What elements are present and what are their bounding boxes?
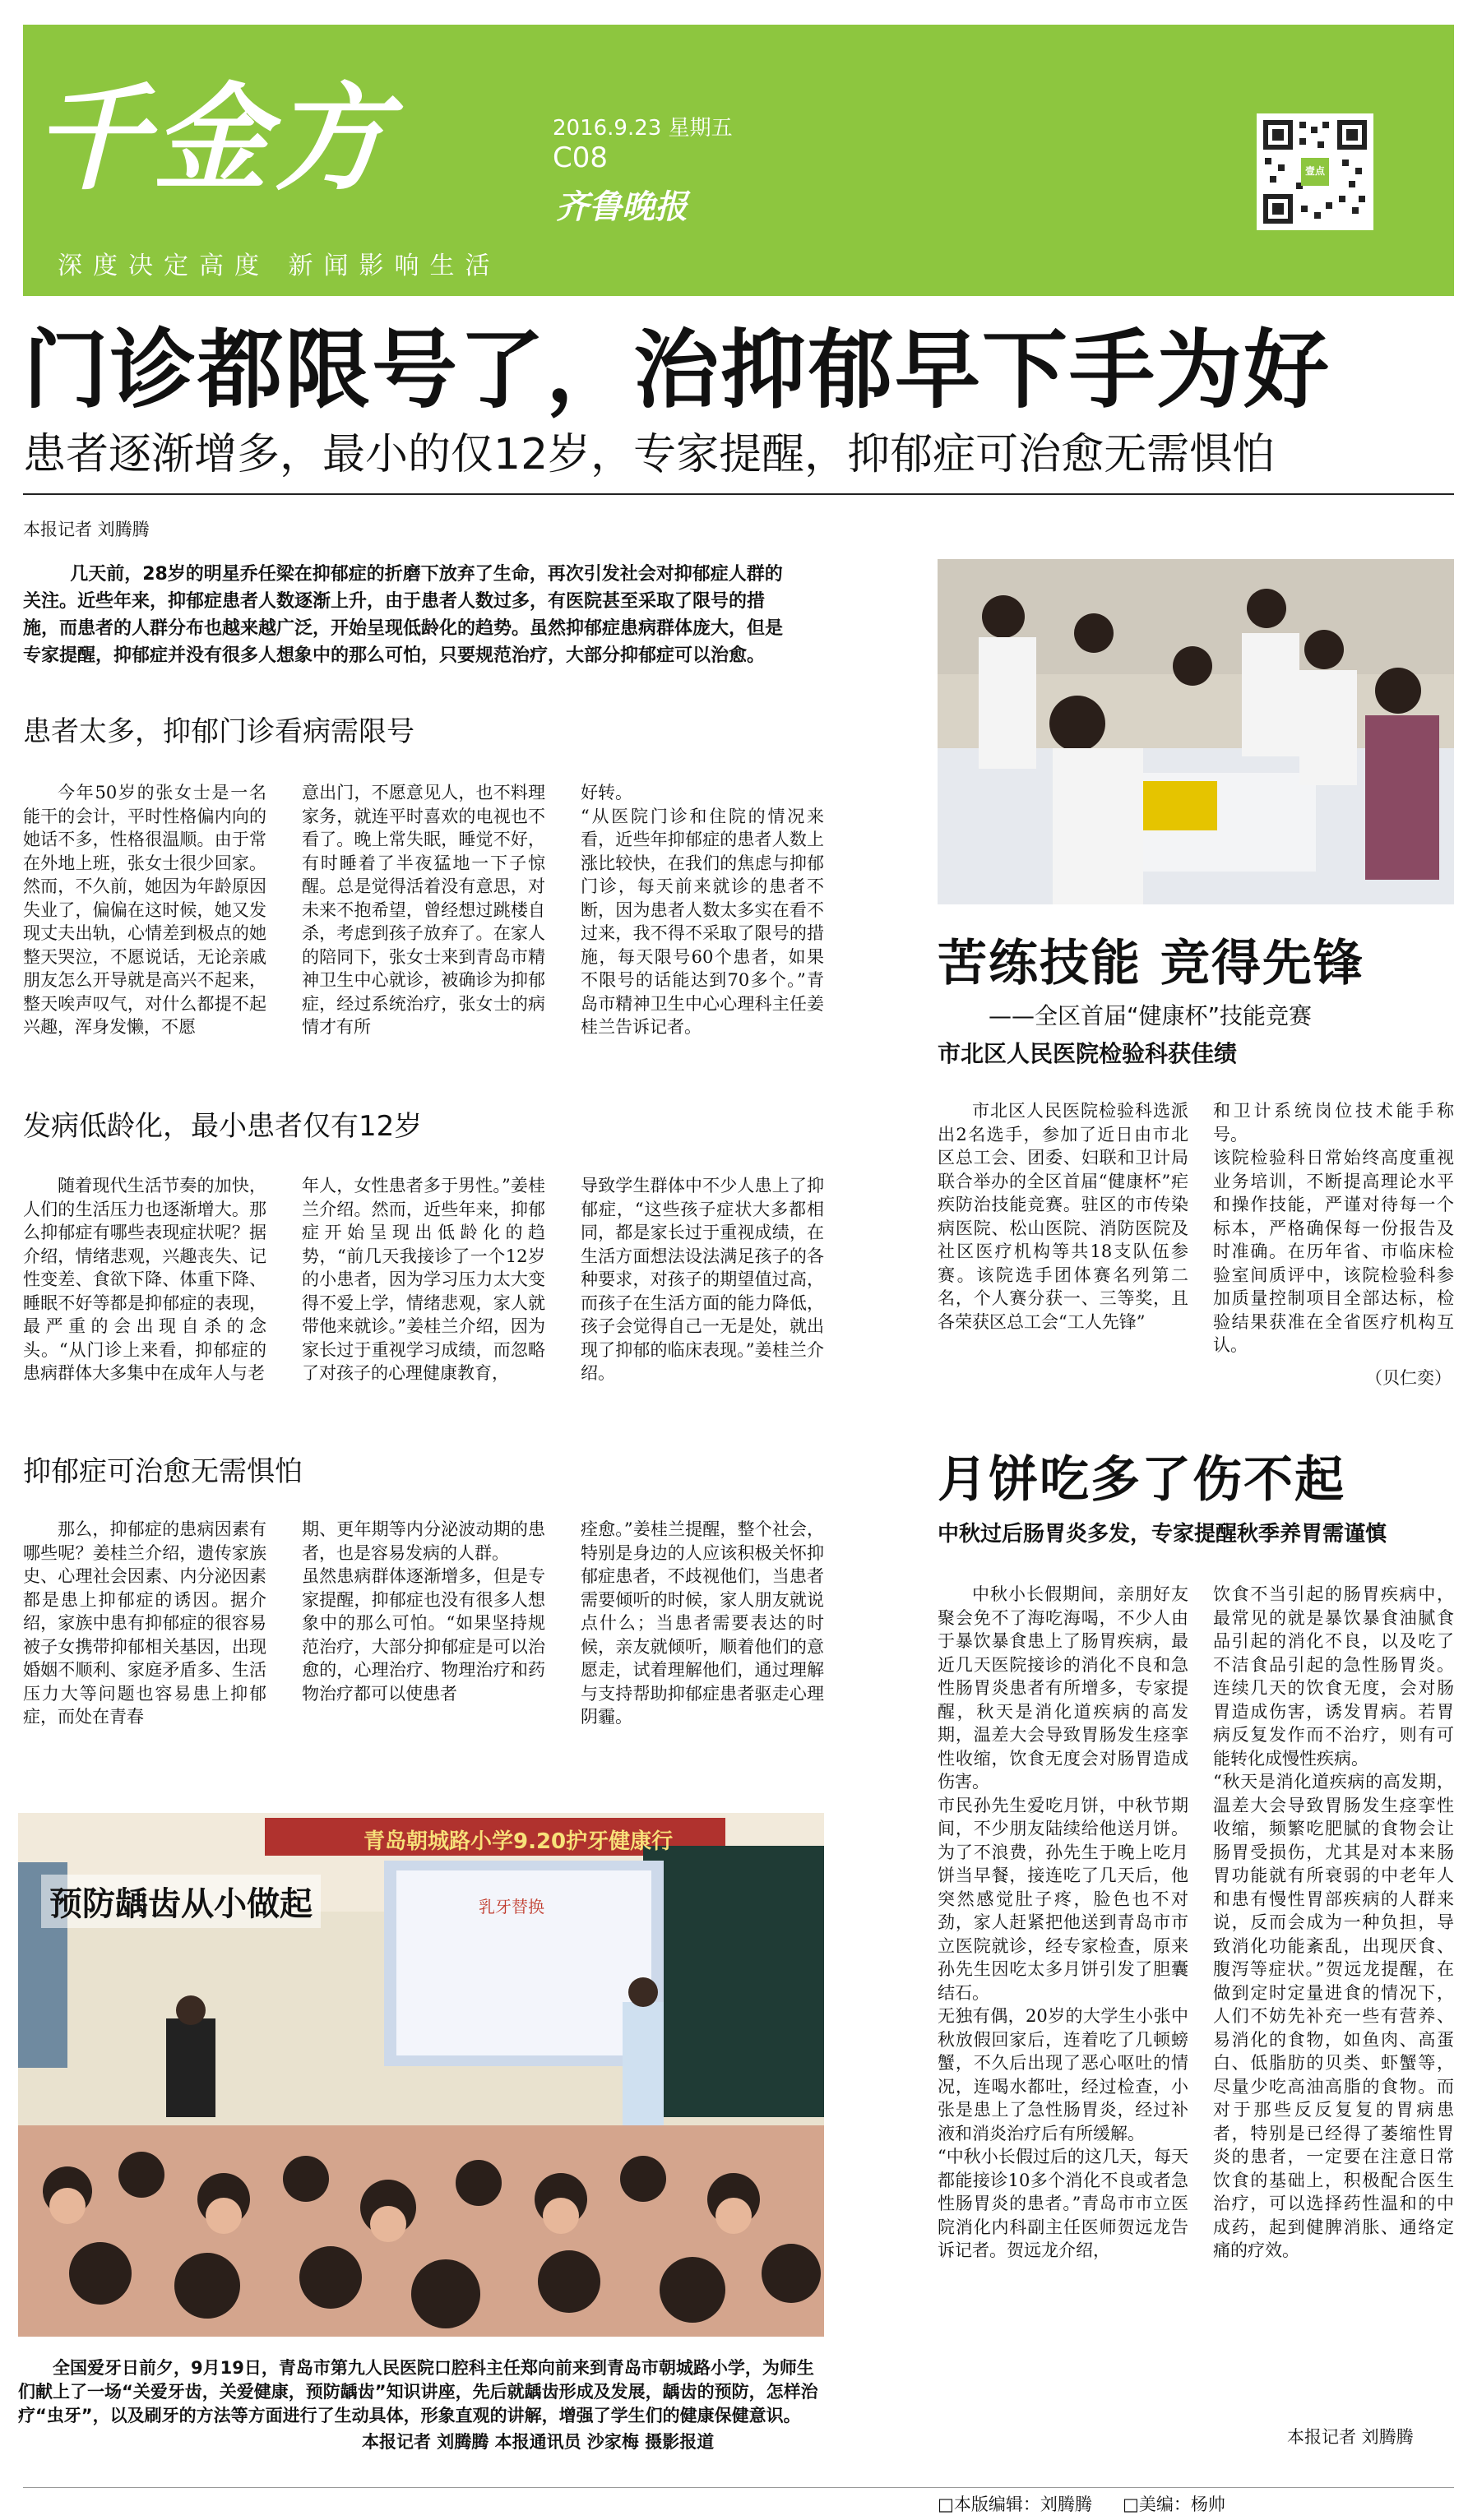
section-heading-2: 发病低龄化，最小患者仅有12岁 xyxy=(23,1110,423,1143)
section-1-col-2: 意出门，不愿意见人，也不料理家务，就连平时喜欢的电视也不看了。晚上常失眠，睡觉不好，有时睡着了半夜猛地一下子惊醒。总是觉得活着没有意思，对未来不抱希望，曾经想过跳楼自杀，考虑到孩子放弃了。在家人的陪同下，张女士来到青岛市精神卫生中心就诊，被确诊为抑郁症，经过系统治疗，张女士的病情才有所 xyxy=(302,783,545,1037)
photo-credit: 本报记者 刘腾腾 本报通讯员 沙家梅 摄影报道 xyxy=(362,2432,715,2452)
qr-label: 壹点 xyxy=(1304,165,1325,177)
issue-date: 2016.9.23 星期五 xyxy=(553,116,733,141)
main-byline: 本报记者 刘腾腾 xyxy=(23,520,150,539)
story2-byline: 本报记者 刘腾腾 xyxy=(1287,2427,1414,2447)
qr-code-icon xyxy=(1257,113,1373,230)
story2-col-2: 饮食不当引起的肠胃疾病中，最常见的就是暴饮暴食油腻食品引起的消化不良，以及吃了不洁食品引起的急性肠胃炎。连续几天的饮食无度，会对肠胃造成伤害，诱发胃病。若胃病反复发作而不治疗，则有可能转化成慢性疾病。 “秋天是消化道疾病的高发期，温差大会导致胃肠发生痉挛性收缩，频繁吃肥腻的食物会让肠胃受损伤，尤其是对本来肠胃功能就有所衰弱的中老年人和患有慢性胃部疾病的人群来说，反而会成为一种负担，导致消化功能紊乱，出现厌食、腹泻等症状。”贺远龙提醒，在做到定时定量进食的情况下，人们不妨先补充一些有营养、易消化的食物，如鱼肉、高蛋白、低脂肪的贝类、虾蟹等，尽量少吃高油高脂的食物。而对于那些反反复复的胃病患者，特别是已经得了萎缩性胃炎的患者，一定要在注意日常饮食的基础上，积极配合医生治疗，可以选择药性温和的中成药，起到健脾消胀、通络定痛的疗效。 xyxy=(1213,1584,1454,2260)
dental-lecture-photo xyxy=(18,1813,824,2337)
story1-author: （贝仁奕） xyxy=(1365,1368,1452,1388)
main-headline: 门诊都限号了，治抑郁早下手为好 xyxy=(23,320,1331,420)
masthead-slogan: 深度决定高度 新闻影响生活 xyxy=(58,252,501,280)
story1-col-2: 和卫计系统岗位技术能手称号。 该院检验科日常始终高度重视业务培训，不断提高理论水平和操作技能，严谨对待每一个标本，严格确保每一份报告及时准确。在历年省、市临床检验室间质评中，该院检验科参加质量控制项目全部达标，检验结果获准在全省医疗机构互认。 xyxy=(1213,1101,1454,1355)
story1-title: 苦练技能 竞得先锋 xyxy=(938,935,1364,992)
section-heading-1: 患者太多，抑郁门诊看病需限号 xyxy=(23,715,414,748)
slide-title: 乳牙替换 xyxy=(479,1897,544,1917)
article-lede: 几天前，28岁的明星乔任梁在抑郁症的折磨下放弃了生命，再次引发社会对抑郁症人群的关注。近些年来，抑郁症患者人数逐渐上升，由于患者人数过多，有医院甚至采取了限号的措施，而患者的人群分布也越来越广泛，开始呈现低龄化的趋势。虽然抑郁症患病群体庞大，但是专家提醒，抑郁症并没有很多人想象中的那么可怕，只要规范治疗，大部分抑郁症可以治愈。 xyxy=(23,564,784,666)
section-3-col-2: 期、更年期等内分泌波动期的患者，也是容易发病的人群。 虽然患病群体逐渐增多，但是专家提醒，抑郁症也没有很多人想象中的那么可怕。“如果坚持规范治疗，大部分抑郁症是可以治愈的，心理治疗、物理治疗和药物治疗都可以使患者 xyxy=(302,1519,545,1704)
section-3-col-3: 痊愈。”姜桂兰提醒，整个社会，特别是身边的人应该积极关怀抑郁症患者，不歧视他们，当患者需要倾听的时候，家人朋友就说点什么；当患者需要表达的时候，亲友就倾听，顺着他们的意愿走，试着理解他们，通过理解与支持帮助抑郁症患者驱走心理阴霾。 xyxy=(581,1519,824,1727)
section-1-col-3: 好转。 “从医院门诊和住院的情况来看，近些年抑郁症的患者人数上涨比较快，在我们的焦虑与抑郁门诊，每天前来就诊的患者不断，因为患者人数太多实在看不过来，我不得不采取了限号的措施，每天限号60个患者，如果不限号的话能达到70多个。”青岛市精神卫生中心心理科主任姜桂兰告诉记者。 xyxy=(581,783,824,1037)
newspaper-name: 齐鲁晚报 xyxy=(556,187,688,226)
section-heading-3: 抑郁症可治愈无需惧怕 xyxy=(23,1455,303,1488)
photo-overlay-title: 预防龋齿从小做起 xyxy=(41,1875,321,1928)
masthead-logo: 千金方 xyxy=(33,72,394,206)
story1-col-1: 市北区人民医院检验科选派出2名选手，参加了近日由市北区总工会、团委、妇联和卫计局联合举办的全区首届“健康杯”疟疾防治技能竞赛。驻区的市传染病医院、松山医院、消防医院及社区医疗机构等共18支队伍参赛。该院选手团体赛名列第二名，个人赛分获一、三等奖，且各荣获区总工会“工人先锋” xyxy=(938,1101,1188,1332)
footer-editor: □本版编辑：刘腾腾 xyxy=(938,2495,1092,2514)
footer-designer: □美编：杨帅 xyxy=(1123,2495,1225,2514)
section-2-col-2: 年人，女性患者多于男性。”姜桂兰介绍。然而，近些年来，抑郁症开始呈现出低龄化的趋势，“前几天我接诊了一个12岁的小患者，因为学习压力太大变得不爱上学，情绪悲观，家人就带他来就诊。”姜桂兰介绍，因为家长过于重视学习成绩，而忽略了对孩子的心理健康教育， xyxy=(302,1176,545,1383)
main-subhead: 患者逐渐增多，最小的仅12岁，专家提醒，抑郁症可治愈无需惧怕 xyxy=(23,430,1276,479)
section-2-col-3: 导致学生群体中不少人患上了抑郁症，“这些孩子症状大多都相同，都是家长过于重视成绩，在生活方面想法设法满足孩子的各种要求，对孩子的期望值过高，而孩子在生活方面的能力降低，孩子会觉得自己一无是处，就出现了抑郁的临床表现。”姜桂兰介绍。 xyxy=(581,1176,824,1383)
photo-caption: 全国爱牙日前夕，9月19日，青岛市第九人民医院口腔科主任郑向前来到青岛市朝城路小学，为师生们献上了一场“关爱牙齿，关爱健康，预防龋齿”知识讲座，先后就龋齿形成及发展，龋齿的预防，怎样治疗“虫牙”，以及刷牙的方法等方面进行了生动具体，形象直观的讲解，增强了学生们的健康保健意识。 xyxy=(18,2358,818,2425)
story2-col-1: 中秋小长假期间，亲朋好友聚会免不了海吃海喝，不少人由于暴饮暴食患上了肠胃疾病，最近几天医院接诊的消化不良和急性肠胃炎患者有所增多，专家提醒，秋天是消化道疾病的高发期，温差大会导致胃肠发生痉挛性收缩，饮食无度会对肠胃造成伤害。 市民孙先生爱吃月饼，中秋节期间，不少朋友陆续给他送月饼。为了不浪费，孙先生于晚上吃月饼当早餐，接连吃了几天后，他突然感觉肚子疼，脸色也不对劲，家人赶紧把他送到青岛市市立医院就诊，经专家检查，原来孙先生因吃太多月饼引发了胆囊结石。 无独有偶，20岁的大学生小张中秋放假回家后，连着吃了几顿螃蟹，不久后出现了恶心呕吐的情况，连喝水都吐，经过检查，小张是患上了急性肠胃炎，经过补液和消炎治疗后有所缓解。 “中秋小长假过后的这几天，每天都能接诊10多个消化不良或者急性肠胃炎的患者。”青岛市市立医院消化内科副主任医师贺远龙告诉记者。贺远龙介绍， xyxy=(938,1584,1188,2260)
story1-subtitle-1: ——全区首届“健康杯”技能竞赛 xyxy=(989,1002,1313,1029)
story2-title: 月饼吃多了伤不起 xyxy=(938,1451,1345,1509)
section-1-col-1: 今年50岁的张女士是一名能干的会计，平时性格偏内向的她话不多，性格很温顺。由于常在外地上班，张女士很少回家。然而，不久前，她因为年龄原因失业了，偏偏在这时候，她又发现丈夫出轨，心情差到极点的她整天哭泣，不愿说话，无论亲戚朋友怎么开导就是高兴不起来，整天唉声叹气，对什么都提不起兴趣，浑身发懒，不愿 xyxy=(23,783,266,1037)
section-3-col-1: 那么，抑郁症的患病因素有哪些呢？姜桂兰介绍，遗传家族史、心理社会因素、内分泌因素都是患上抑郁症的诱因。据介绍，家族中患有抑郁症的很容易被子女携带抑郁相关基因，出现婚姻不顺利、家庭矛盾多、生活压力大等问题也容易患上抑郁症，而处在青春 xyxy=(23,1519,266,1727)
divider xyxy=(23,493,1454,495)
story1-subtitle-2: 市北区人民医院检验科获佳绩 xyxy=(938,1040,1238,1067)
story2-subtitle: 中秋过后肠胃炎多发，专家提醒秋季养胃需谨慎 xyxy=(938,1522,1387,1547)
footer-divider xyxy=(23,2487,1454,2488)
photo-banner-text: 青岛朝城路小学9.20护牙健康行 xyxy=(364,1829,674,1854)
skills-contest-photo xyxy=(938,559,1454,904)
page-number: C08 xyxy=(553,141,609,174)
section-2-col-1: 随着现代生活节奏的加快，人们的生活压力也逐渐增大。那么抑郁症有哪些表现症状呢？据介绍，情绪悲观，兴趣丧失、记性变差、食欲下降、体重下降、睡眠不好等都是抑郁症的表现，最严重的会出现自杀的念头。“从门诊上来看，抑郁症的患病群体大多集中在成年人与老 xyxy=(23,1176,266,1383)
